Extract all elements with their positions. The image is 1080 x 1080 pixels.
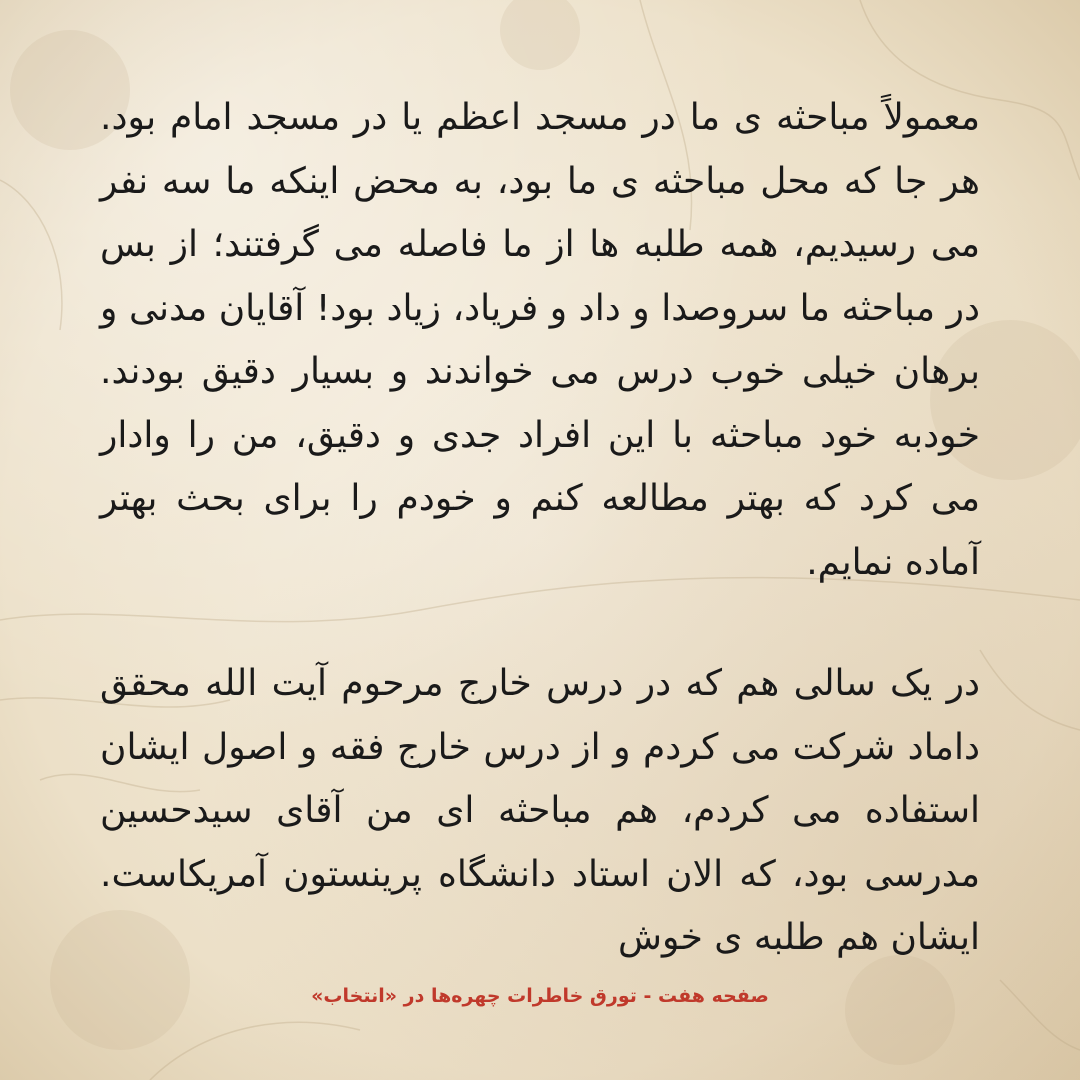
- footer-caption: صفحه هفت - تورق خاطرات چهره‌ها در «انتخاب»: [311, 985, 769, 1007]
- paragraph-2: در یک سالی هم که در درس خارج مرحوم آیت الله محقق داماد شرکت می کردم و از درس خارج فقه و اصول ایشان استفاده می کردم، هم مباحثه ای من آقای سیدحسین مدرسی بود، که الان استاد دانشگاه پرینستون آمریکاست. ایشان هم طلبه ی خوش: [100, 663, 980, 958]
- paragraph-1: معمولاً مباحثه ی ما در مسجد اعظم یا در مسجد امام بود. هر جا که محل مباحثه ی ما بود، به محض اینکه ما سه نفر می رسیدیم، همه طلبه ها از ما فاصله می گرفتند؛ از بس در مباحثه ما سروصدا و داد و فریاد، زیاد بود! آقایان مدنی و برهان خیلی خوب درس می خواندند و بسیار دقیق بودند. خودبه خود مباحثه با این افراد جدی و دقیق، من را وادار می کرد که بهتر مطالعه کنم و خودم را برای بحث بهتر آماده نمایم.: [100, 97, 980, 583]
